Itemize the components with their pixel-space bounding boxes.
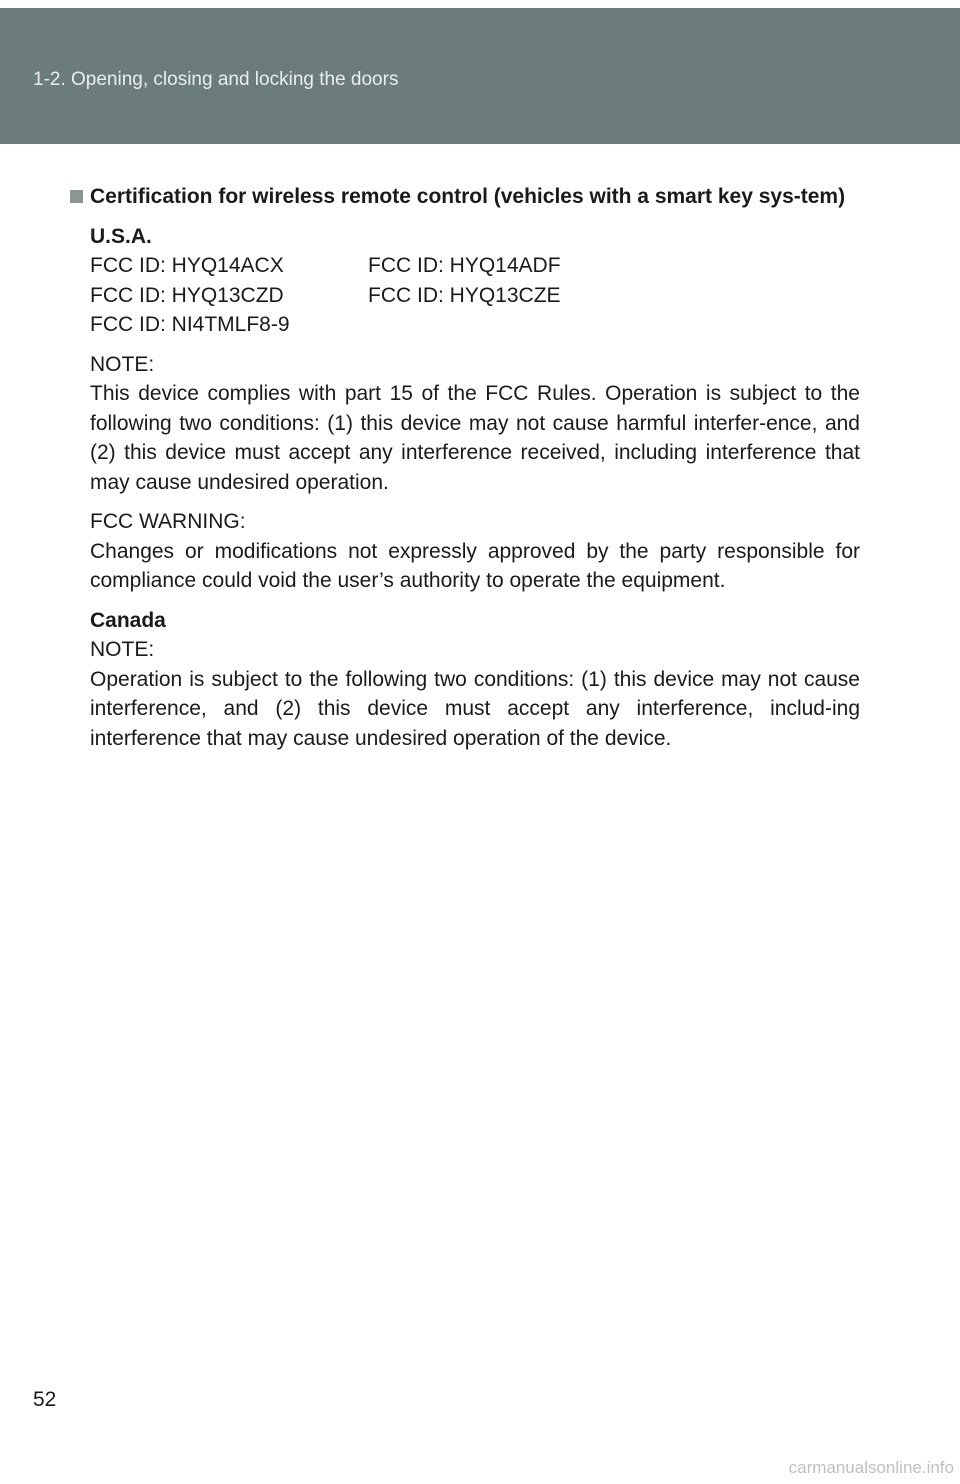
- fcc-id: FCC ID: HYQ14ADF: [368, 254, 561, 277]
- note-label: NOTE:: [90, 352, 155, 376]
- fcc-id: FCC ID: NI4TMLF8-9: [90, 313, 290, 336]
- fcc-id-row: [90, 251, 860, 281]
- page-header: [0, 8, 960, 144]
- section-heading: [90, 182, 860, 212]
- fcc-id: FCC ID: HYQ13CZE: [368, 283, 561, 307]
- warning-text: Changes or modifications not expressly approved by the party responsible for compliance could void the user’s authority to operate the equipment.: [90, 539, 860, 592]
- canada-note-label: NOTE:: [90, 638, 155, 661]
- fcc-id-row: [90, 310, 860, 340]
- fcc-id-row: [90, 281, 860, 311]
- note-text: This device complies with part 15 of the FCC Rules. Operation is subject to the following two conditions: (1) this device may not cause harmful interfer-ence, and (2) this device must accept any interference received, including interference that may cause undesired operation.: [90, 382, 860, 494]
- watermark: carmanualsonline.info: [788, 1458, 954, 1477]
- fcc-note: [90, 350, 860, 498]
- fcc-id: FCC ID: HYQ13CZD: [90, 283, 284, 307]
- canada-note-text: Operation is subject to the following two conditions: (1) this device may not cause interference, and (2) this device must accept any interference, includ-ing interference that may cause undesired operation of the device.: [90, 667, 860, 750]
- fcc-warning: [90, 507, 860, 596]
- main-content: [90, 182, 860, 763]
- section-heading-text: Certification for wireless remote control (vehicles with a smart key sys-tem): [90, 185, 846, 208]
- page-number: 52: [33, 1388, 57, 1411]
- warning-label: FCC WARNING:: [90, 510, 246, 533]
- usa-block: [90, 222, 860, 340]
- canada-block: [90, 606, 860, 754]
- canada-heading: Canada: [90, 608, 166, 632]
- fcc-id: FCC ID: HYQ14ACX: [90, 254, 284, 277]
- chapter-title: 1-2. Opening, closing and locking the doors: [33, 69, 399, 90]
- square-bullet-icon: [70, 190, 83, 203]
- usa-heading: U.S.A.: [90, 224, 152, 248]
